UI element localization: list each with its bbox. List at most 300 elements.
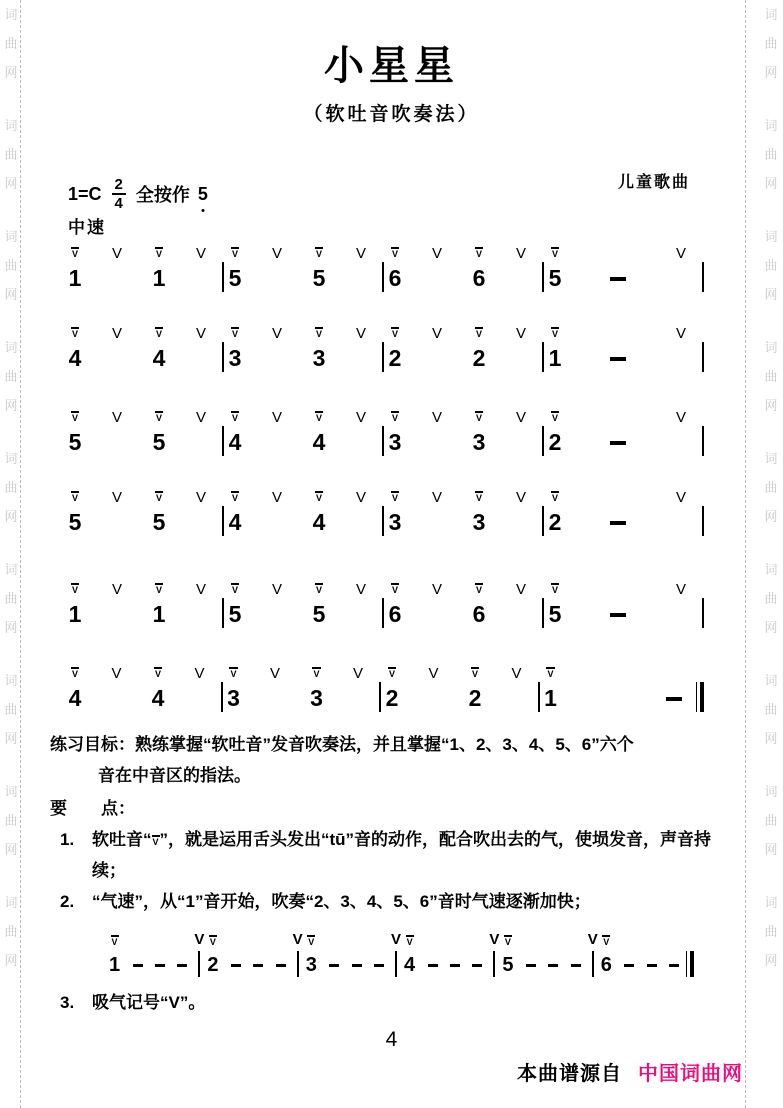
watermark-char: 词 bbox=[4, 229, 18, 244]
soft-tonguing-symbol: V bbox=[315, 493, 322, 503]
breath-symbol: V bbox=[195, 325, 206, 342]
final-barline-shape bbox=[686, 951, 694, 977]
dash-shape bbox=[133, 964, 143, 967]
barline-shape bbox=[592, 951, 594, 977]
note-glyph: 3 bbox=[472, 509, 486, 535]
measure bbox=[223, 667, 380, 712]
breath-mark bbox=[432, 583, 442, 601]
soft-tonguing-symbol: V bbox=[504, 937, 511, 947]
note-cell bbox=[194, 327, 208, 372]
note-cell bbox=[674, 491, 688, 536]
note-cell bbox=[354, 491, 368, 536]
practice-goal bbox=[50, 729, 714, 760]
note-glyph: 5 bbox=[548, 265, 562, 291]
tempo-label: 中速 bbox=[68, 218, 106, 237]
soft-tonguing-symbol: V bbox=[231, 585, 238, 595]
note-cell bbox=[472, 491, 486, 536]
note-cell bbox=[352, 935, 362, 977]
note-cell bbox=[152, 247, 166, 292]
dash-glyph bbox=[253, 953, 263, 977]
breath-symbol: V bbox=[111, 665, 122, 682]
note-cell bbox=[194, 491, 208, 536]
soft-tonguing-symbol: V bbox=[315, 249, 322, 259]
dash-shape bbox=[526, 964, 536, 967]
soft-tonguing-mark bbox=[71, 411, 79, 429]
breath-mark bbox=[516, 247, 526, 265]
breath-exercise-score bbox=[106, 933, 694, 977]
note-cell bbox=[155, 935, 165, 977]
measure bbox=[544, 491, 702, 536]
soft-tonguing-symbol: V bbox=[155, 413, 162, 423]
breath-symbol: V bbox=[355, 581, 366, 598]
watermark-char: 网 bbox=[764, 398, 778, 413]
barline bbox=[702, 408, 704, 456]
note-glyph: 3 bbox=[228, 345, 242, 371]
note-cell bbox=[152, 491, 166, 536]
note-cell bbox=[354, 411, 368, 456]
watermark-char: 网 bbox=[4, 731, 18, 746]
note-cell bbox=[194, 247, 208, 292]
soft-tonguing-mark bbox=[551, 327, 559, 345]
breath-symbol: V bbox=[269, 665, 280, 682]
soft-tonguing-symbol: V bbox=[71, 493, 78, 503]
soft-tonguing-mark bbox=[155, 327, 163, 345]
breath-symbol: V bbox=[195, 581, 206, 598]
note-cell bbox=[351, 667, 365, 712]
note-cell bbox=[312, 411, 326, 456]
watermark-char: 曲 bbox=[764, 258, 778, 273]
note-glyph: 4 bbox=[404, 954, 416, 976]
measure bbox=[544, 411, 702, 456]
breath-symbol: V bbox=[515, 581, 526, 598]
measure bbox=[64, 583, 222, 628]
breath-symbol: V bbox=[515, 325, 526, 342]
soft-tonguing-symbol: V bbox=[231, 329, 238, 339]
point-2-number: 2. bbox=[60, 892, 75, 911]
watermark-char: 词 bbox=[764, 118, 778, 133]
breath-mark bbox=[516, 491, 526, 509]
barline bbox=[702, 244, 704, 292]
dash-glyph bbox=[374, 953, 384, 977]
watermark-char: 网 bbox=[764, 509, 778, 524]
breath-symbol: V bbox=[675, 489, 686, 506]
watermark-char: 网 bbox=[764, 65, 778, 80]
note-cell bbox=[548, 935, 558, 977]
breath-mark bbox=[676, 327, 686, 345]
note-cell bbox=[110, 327, 124, 372]
fingering-note: 5 bbox=[198, 184, 208, 205]
watermark-char: 曲 bbox=[764, 480, 778, 495]
breath-symbol: V bbox=[511, 665, 522, 682]
note-glyph: 4 bbox=[228, 509, 242, 535]
score-line bbox=[64, 488, 704, 536]
subtitle: （软吐音吹奏法） bbox=[303, 104, 480, 125]
measure bbox=[384, 247, 542, 292]
breath-symbol: V bbox=[355, 409, 366, 426]
watermark-char: 曲 bbox=[764, 36, 778, 51]
soft-tonguing-symbol: V bbox=[475, 413, 482, 423]
measure bbox=[224, 491, 382, 536]
note-cell bbox=[548, 583, 562, 628]
breath-symbol: V bbox=[515, 489, 526, 506]
note-glyph: 3 bbox=[388, 509, 402, 535]
breath-symbol: V bbox=[355, 489, 366, 506]
measure bbox=[204, 935, 292, 977]
note-glyph: 5 bbox=[228, 601, 242, 627]
note-cell bbox=[610, 583, 626, 628]
note-glyph: 6 bbox=[472, 265, 486, 291]
note-glyph: 4 bbox=[68, 345, 82, 371]
soft-tonguing-symbol: V bbox=[155, 585, 162, 595]
barline bbox=[194, 933, 204, 977]
breath-symbol: V bbox=[391, 931, 402, 948]
soft-tonguing-symbol: V bbox=[71, 669, 78, 679]
soft-tonguing-symbol: V bbox=[391, 585, 398, 595]
watermark-char: 词 bbox=[764, 562, 778, 577]
point-2-text: “气速”，从“1”音开始，吹奏“2、3、4、5、6”音时气速逐渐加快； bbox=[92, 892, 591, 911]
note-cell bbox=[610, 491, 626, 536]
dash-glyph bbox=[647, 953, 657, 977]
right-dashed-border bbox=[745, 0, 746, 1108]
note-glyph: 4 bbox=[228, 429, 242, 455]
breath-mark bbox=[676, 583, 686, 601]
note-glyph: 3 bbox=[472, 429, 486, 455]
barline bbox=[702, 580, 704, 628]
points-label: 要 点： bbox=[50, 799, 135, 818]
soft-tonguing-mark bbox=[312, 667, 320, 685]
breath-symbol: V bbox=[195, 409, 206, 426]
barline bbox=[588, 933, 598, 977]
note-cell bbox=[68, 491, 82, 536]
dash-glyph bbox=[472, 953, 482, 977]
soft-tonguing-mark bbox=[475, 583, 483, 601]
breath-mark bbox=[196, 491, 206, 509]
watermark-char: 词 bbox=[4, 118, 18, 133]
note-cell bbox=[312, 583, 326, 628]
soft-tonguing-mark bbox=[602, 935, 610, 953]
dash-glyph bbox=[610, 601, 626, 628]
note-cell bbox=[194, 583, 208, 628]
note-glyph: 5 bbox=[312, 601, 326, 627]
footer-brand-link[interactable]: 中国词曲网 bbox=[638, 1063, 743, 1085]
note-cell bbox=[385, 667, 399, 712]
soft-tonguing-symbol: V bbox=[391, 413, 398, 423]
watermark-char: 词 bbox=[4, 451, 18, 466]
soft-tonguing-symbol: V bbox=[71, 329, 78, 339]
soft-tonguing-mark bbox=[231, 491, 239, 509]
barline bbox=[391, 933, 401, 977]
soft-tonguing-mark bbox=[406, 935, 414, 953]
score-line bbox=[106, 933, 694, 977]
soft-tonguing-symbol: V bbox=[209, 937, 216, 947]
watermark-char: 曲 bbox=[4, 258, 18, 273]
soft-tonguing-symbol: V bbox=[71, 413, 78, 423]
watermark-char: 网 bbox=[764, 620, 778, 635]
note-cell bbox=[312, 491, 326, 536]
soft-tonguing-mark bbox=[475, 411, 483, 429]
note-cell bbox=[228, 583, 242, 628]
soft-tonguing-symbol: V bbox=[71, 585, 78, 595]
dash-glyph bbox=[669, 953, 679, 977]
dash-glyph bbox=[450, 953, 460, 977]
soft-tonguing-mark bbox=[471, 667, 479, 685]
note-glyph: 4 bbox=[312, 509, 326, 535]
note-glyph: 3 bbox=[312, 345, 326, 371]
soft-tonguing-symbol: V bbox=[155, 493, 162, 503]
dash-glyph bbox=[352, 953, 362, 977]
note-cell bbox=[207, 935, 218, 977]
breath-mark bbox=[196, 583, 206, 601]
dash-shape bbox=[472, 964, 482, 967]
key-label: 1=C bbox=[68, 183, 102, 204]
meter-denominator: 4 bbox=[114, 195, 123, 212]
soft-tonguing-symbol: V bbox=[152, 837, 159, 847]
soft-tonguing-mark bbox=[551, 583, 559, 601]
note-glyph: 3 bbox=[227, 685, 240, 711]
watermark-right bbox=[762, 8, 780, 1007]
note-cell bbox=[510, 667, 524, 712]
soft-tonguing-mark bbox=[155, 247, 163, 265]
note-cell bbox=[404, 935, 415, 977]
dash-glyph bbox=[526, 953, 536, 977]
score-line bbox=[64, 664, 704, 712]
soft-tonguing-symbol: V bbox=[551, 249, 558, 259]
note-cell bbox=[472, 935, 482, 977]
note-cell bbox=[472, 411, 486, 456]
watermark-char: 词 bbox=[764, 895, 778, 910]
breath-mark bbox=[112, 327, 122, 345]
measure bbox=[381, 667, 538, 712]
note-cell bbox=[666, 667, 682, 712]
note-cell bbox=[270, 491, 284, 536]
note-cell bbox=[354, 583, 368, 628]
dash-glyph bbox=[610, 345, 626, 372]
breath-mark bbox=[516, 583, 526, 601]
watermark-char: 曲 bbox=[764, 147, 778, 162]
note-glyph: 6 bbox=[388, 265, 402, 291]
soft-tonguing-symbol: V bbox=[315, 585, 322, 595]
breath-mark bbox=[196, 327, 206, 345]
note-cell bbox=[427, 667, 441, 712]
breath-symbol: V bbox=[675, 581, 686, 598]
note-cell bbox=[430, 411, 444, 456]
note-cell bbox=[270, 327, 284, 372]
note-glyph: 2 bbox=[548, 429, 562, 455]
breath-symbol: V bbox=[355, 245, 366, 262]
note-cell bbox=[674, 247, 688, 292]
watermark-char: 曲 bbox=[764, 369, 778, 384]
watermark-char: 网 bbox=[4, 842, 18, 857]
note-glyph: 2 bbox=[468, 685, 482, 711]
breath-symbol: V bbox=[431, 581, 442, 598]
soft-tonguing-mark bbox=[475, 491, 483, 509]
soft-tonguing-symbol: V bbox=[551, 413, 558, 423]
watermark-char: 词 bbox=[764, 229, 778, 244]
soft-tonguing-mark bbox=[71, 583, 79, 601]
page-number: 4 bbox=[385, 1028, 398, 1051]
measure bbox=[544, 247, 702, 292]
breath-symbol: V bbox=[292, 931, 303, 948]
watermark-char: 网 bbox=[764, 731, 778, 746]
watermark-char: 网 bbox=[4, 398, 18, 413]
dash-glyph bbox=[610, 509, 626, 536]
key-signature-line bbox=[68, 177, 208, 211]
dash-glyph bbox=[666, 685, 682, 712]
breath-mark bbox=[196, 411, 206, 429]
note-cell bbox=[110, 667, 124, 712]
dash-glyph bbox=[624, 953, 634, 977]
measure bbox=[224, 247, 382, 292]
dash-glyph bbox=[231, 953, 241, 977]
breath-symbol: V bbox=[271, 245, 282, 262]
measure bbox=[224, 583, 382, 628]
note-cell bbox=[472, 583, 486, 628]
soft-tonguing-symbol: V bbox=[547, 669, 554, 679]
barline-shape bbox=[702, 262, 704, 292]
watermark-char: 曲 bbox=[4, 702, 18, 717]
note-cell bbox=[110, 583, 124, 628]
soft-tonguing-mark bbox=[391, 247, 399, 265]
footer bbox=[517, 1057, 743, 1086]
note-cell bbox=[228, 411, 242, 456]
soft-tonguing-mark bbox=[551, 247, 559, 265]
dash-glyph bbox=[428, 953, 438, 977]
note-glyph: 5 bbox=[548, 601, 562, 627]
watermark-char: 词 bbox=[4, 7, 18, 22]
note-cell bbox=[68, 411, 82, 456]
point-1 bbox=[50, 824, 714, 886]
soft-tonguing-mark bbox=[315, 327, 323, 345]
measure bbox=[64, 247, 222, 292]
breath-mark bbox=[356, 491, 366, 509]
soft-tonguing-mark bbox=[155, 583, 163, 601]
dash-shape bbox=[231, 964, 241, 967]
soft-tonguing-symbol: V bbox=[111, 937, 118, 947]
note-glyph: 4 bbox=[68, 685, 82, 711]
barline-shape bbox=[702, 598, 704, 628]
score-line bbox=[64, 324, 704, 372]
soft-tonguing-symbol: V bbox=[71, 249, 78, 259]
watermark-char: 曲 bbox=[4, 480, 18, 495]
breath-mark bbox=[432, 247, 442, 265]
soft-tonguing-symbol: V bbox=[308, 937, 315, 947]
barline-shape bbox=[395, 951, 397, 977]
watermark-char: 曲 bbox=[4, 813, 18, 828]
watermark-char: 曲 bbox=[764, 924, 778, 939]
soft-tonguing-mark bbox=[209, 935, 217, 953]
soft-tonguing-symbol: V bbox=[155, 249, 162, 259]
breath-mark bbox=[676, 411, 686, 429]
breath-symbol: V bbox=[675, 325, 686, 342]
point-3 bbox=[50, 987, 714, 1018]
breath-symbol: V bbox=[111, 325, 122, 342]
left-dashed-border bbox=[20, 0, 21, 1108]
soft-tonguing-symbol: V bbox=[551, 493, 558, 503]
note-cell bbox=[610, 247, 626, 292]
note-glyph: 3 bbox=[310, 685, 323, 711]
breath-mark bbox=[112, 411, 122, 429]
measure bbox=[598, 935, 686, 977]
breath-symbol: V bbox=[194, 931, 205, 948]
watermark-char: 词 bbox=[4, 340, 18, 355]
breath-mark bbox=[293, 933, 303, 951]
thin-bar bbox=[696, 682, 697, 712]
breath-symbol: V bbox=[111, 245, 122, 262]
note-cell bbox=[270, 247, 284, 292]
dash-shape bbox=[647, 964, 657, 967]
measure bbox=[106, 935, 194, 977]
watermark-char: 曲 bbox=[764, 591, 778, 606]
note-cell bbox=[354, 327, 368, 372]
thick-bar bbox=[690, 951, 694, 977]
measure bbox=[303, 935, 391, 977]
barline-shape bbox=[493, 951, 495, 977]
dash-shape bbox=[450, 964, 460, 967]
breath-mark bbox=[194, 933, 204, 951]
soft-tonguing-mark bbox=[231, 247, 239, 265]
breath-symbol: V bbox=[489, 931, 500, 948]
measure bbox=[401, 935, 489, 977]
note-cell bbox=[194, 411, 208, 456]
note-cell bbox=[514, 247, 528, 292]
watermark-char: 曲 bbox=[4, 147, 18, 162]
dash-shape bbox=[548, 964, 558, 967]
dash-shape bbox=[253, 964, 263, 967]
note-cell bbox=[388, 411, 402, 456]
breath-mark bbox=[272, 411, 282, 429]
note-glyph: 5 bbox=[68, 509, 82, 535]
soft-tonguing-mark bbox=[154, 667, 162, 685]
soft-tonguing-symbol: V bbox=[471, 669, 478, 679]
breath-symbol: V bbox=[355, 325, 366, 342]
watermark-char: 词 bbox=[4, 895, 18, 910]
watermark-char: 网 bbox=[764, 176, 778, 191]
note-cell bbox=[571, 935, 581, 977]
breath-mark bbox=[112, 583, 122, 601]
barline bbox=[489, 933, 499, 977]
note-cell bbox=[270, 411, 284, 456]
note-cell bbox=[610, 411, 626, 456]
breath-mark bbox=[272, 247, 282, 265]
note-cell bbox=[354, 247, 368, 292]
breath-symbol: V bbox=[194, 665, 205, 682]
thin-bar bbox=[686, 951, 687, 977]
score-line bbox=[64, 408, 704, 456]
breath-mark bbox=[516, 327, 526, 345]
note-cell bbox=[610, 327, 626, 372]
watermark-char: 词 bbox=[4, 562, 18, 577]
point-1-number: 1. bbox=[60, 830, 75, 849]
note-cell bbox=[430, 583, 444, 628]
note-glyph: 4 bbox=[312, 429, 326, 455]
soft-tonguing-mark bbox=[231, 327, 239, 345]
dash-glyph bbox=[610, 429, 626, 456]
soft-tonguing-mark bbox=[475, 247, 483, 265]
note-cell bbox=[253, 935, 263, 977]
breath-mark bbox=[588, 933, 598, 951]
breath-symbol: V bbox=[431, 489, 442, 506]
breath-symbol: V bbox=[111, 489, 122, 506]
note-glyph: 4 bbox=[151, 685, 165, 711]
watermark-char: 网 bbox=[764, 842, 778, 857]
note-glyph: 4 bbox=[152, 345, 166, 371]
measure bbox=[64, 327, 222, 372]
watermark-char: 网 bbox=[764, 287, 778, 302]
breath-mark bbox=[194, 667, 204, 685]
dash-shape bbox=[669, 964, 679, 967]
soft-tonguing-symbol: V bbox=[475, 493, 482, 503]
soft-tonguing-mark bbox=[307, 935, 315, 953]
